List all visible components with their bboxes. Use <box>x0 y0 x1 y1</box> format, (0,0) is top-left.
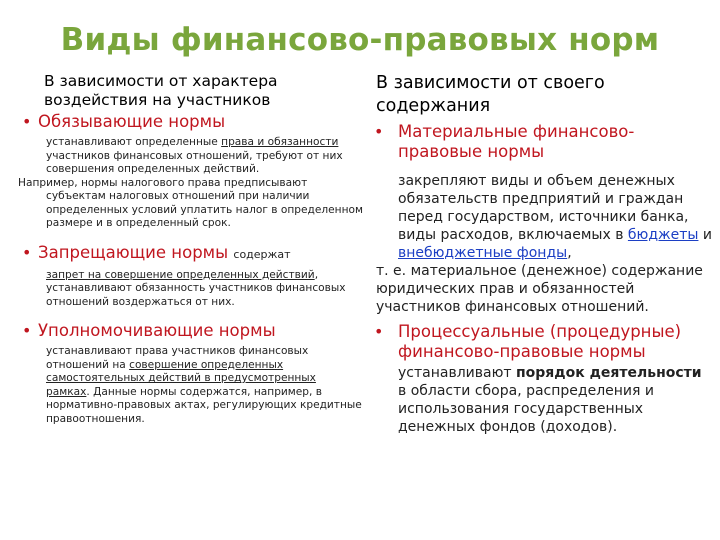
item-example: Например, нормы налогового права предписывают субъектам налоговых отношений при наличии определенных условий уплатить налог в определенном размере и в определенный срок. <box>18 176 363 229</box>
extrabudgetary-funds-link[interactable]: внебюджетные фонды <box>398 245 568 261</box>
item-procedural <box>368 322 713 362</box>
left-heading: В зависимости от характера воздействия на участников <box>44 72 278 109</box>
bullet-icon: • <box>22 321 32 340</box>
right-heading: В зависимости от своего содержания <box>376 73 605 116</box>
item-empowering <box>18 321 363 341</box>
item-name: Обязывающие нормы <box>38 112 226 131</box>
left-column <box>18 72 363 426</box>
item-prohibiting <box>18 243 363 265</box>
bullet-icon: • <box>22 242 32 262</box>
item-name: Процессуальные (процедурные) финансово-правовые нормы <box>398 322 682 361</box>
bullet-icon: • <box>374 122 384 141</box>
item-description: запрет на совершение определенных действий, устанавливают обязанность участников финансовых отношений воздержаться от них. <box>46 268 346 308</box>
item-name: Материальные финансово-правовые нормы <box>398 122 635 161</box>
item-description: устанавливают определенные права и обязанности участников финансовых отношений, требуют от них совершения определенных действий. <box>46 136 343 175</box>
item-description: устанавливают порядок деятельности в области сбора, распределения и использования государственных денежных фондов (доходов). <box>398 365 702 435</box>
item-name: Уполномочивающие нормы <box>38 321 276 340</box>
bullet-icon: • <box>22 112 32 131</box>
bullet-icon: • <box>374 322 384 341</box>
item-note: т. е. материальное (денежное) содержание юридических прав и обязанностей участников финансовых отношений. <box>376 263 703 315</box>
item-material <box>368 122 713 162</box>
item-name: Запрещающие нормы содержат <box>38 242 291 262</box>
item-description: устанавливают права участников финансовых отношений на совершение определенных самостоятельных действий в предусмотренных рамках. Данные нормы содержатся, например, в нормативно-правовых актах, регулирующих кредитные правоотношения. <box>46 345 362 425</box>
item-obligating <box>18 112 363 132</box>
page-title: Виды финансово-правовых норм <box>60 22 660 58</box>
budgets-link[interactable]: бюджеты <box>627 227 699 243</box>
item-description: закрепляют виды и объем денежных обязательств предприятий и граждан перед государством, источники банка, виды расходов, включаемых в бюджеты и внебюджетные фонды, <box>398 173 713 261</box>
right-column <box>368 72 713 436</box>
